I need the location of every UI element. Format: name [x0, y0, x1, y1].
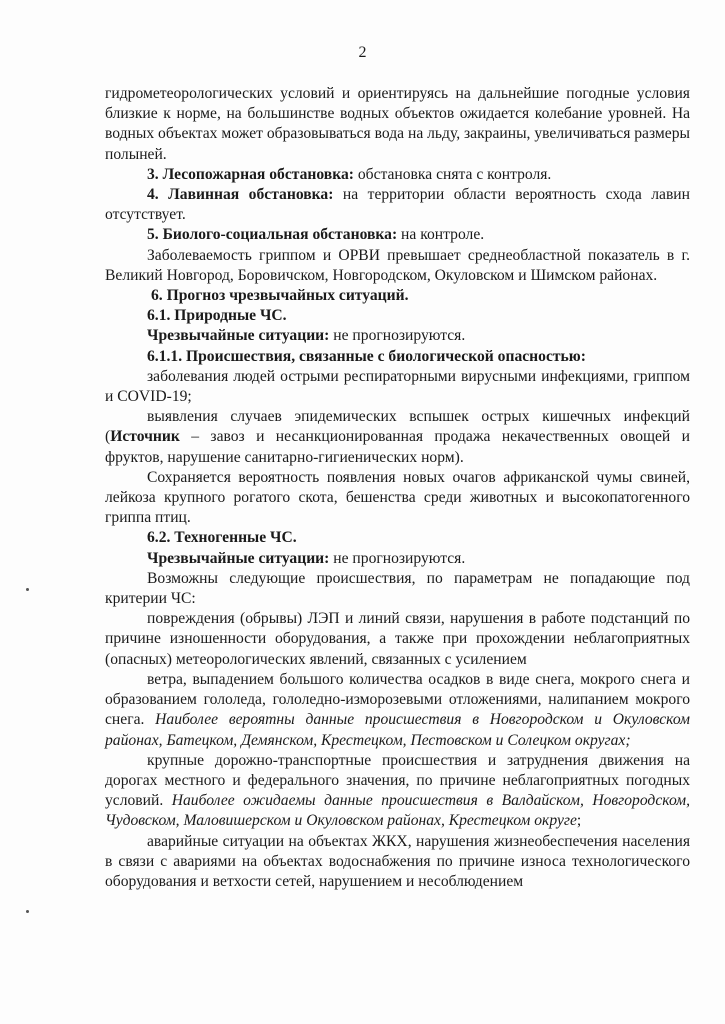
paragraph-natural-emergencies [105, 326, 690, 346]
natural-emergencies-label: Чрезвычайные ситуации: [147, 327, 330, 345]
margin-speck [26, 910, 29, 913]
bio-social-text: на контроле. [397, 226, 485, 244]
avalanche-text: на территории области вероятность схода лавин отсутствует. [105, 186, 690, 224]
paragraph-possible-incidents: Возможны следующие происшествия, по параметрам не попадающие под критерии ЧС: [105, 569, 690, 608]
weather-damage-italic: Наиболее вероятны данные происшествия в Новгородском и Окуловском районах, Батецком, Демянском, Крестецком, Пестовском и Солецком округах; [105, 711, 690, 749]
paragraph-utilities: аварийные ситуации на объектах ЖКХ, нарушения жизнеобеспечения населения в связи с авариями на объектах водоснабжения по причине износа технологического оборудования и ветхости сетей, нарушением и несоблюдением [105, 832, 690, 890]
paragraph-flu-incidence: Заболеваемость гриппом и ОРВИ превышает среднеобластной показатель в г. Великий Новгород, Боровичском, Новгородском, Окуловском и Шимском районах. [105, 246, 690, 284]
paragraph-power-lines: повреждения (обрывы) ЛЭП и линий связи, нарушения в работе подстанций по причине изношенности оборудования, а также при прохождении неблагоприятных (опасных) метеорологических явлений, связанных с усилением [105, 610, 690, 668]
road-accidents-text: крупные дорожно-транспортные происшествия и затруднения движения на дорогах местного и федерального значения, по причине неблагоприятных погодных условий. [105, 751, 690, 810]
paragraph-weather-damage [105, 670, 690, 751]
paragraph-avalanche [105, 185, 690, 225]
heading-forecast [105, 286, 690, 306]
avalanche-label: 4. Лавинная обстановка: [147, 186, 334, 204]
heading-natural-text: 6.1. Природные ЧС. [147, 307, 287, 325]
heading-biological-text: 6.1.1. Происшествия, связанные с биологической опасностью: [147, 347, 586, 365]
paragraph-respiratory: заболевания людей острыми респираторными вирусными инфекциями, гриппом и COVID-19; [105, 367, 690, 406]
paragraph-forest-fire [105, 165, 690, 185]
heading-technogenic-text: 6.2. Техногенные ЧС. [147, 529, 297, 547]
forest-fire-label: 3. Лесопожарная обстановка: [147, 165, 354, 183]
heading-biological [105, 347, 690, 367]
paragraph-road-accidents [105, 751, 690, 832]
weather-damage-text: ветра, выпадением большого количества осадков в виде снега, мокрого снега и образованием гололеда, гололедно-изморозевыми отложениями, налипанием мокрого снега. [105, 670, 690, 729]
heading-forecast-text: 6. Прогноз чрезвычайных ситуаций. [151, 287, 409, 305]
tech-emergencies-label: Чрезвычайные ситуации: [147, 549, 330, 567]
intestinal-start: выявления случаев эпидемических вспышек острых кишечных инфекций ( [105, 408, 690, 446]
paragraph-tech-emergencies [105, 549, 690, 569]
source-label: Источник [110, 428, 180, 446]
paragraph-bio-social [105, 225, 690, 245]
road-accidents-italic: Наиболее ожидаемы данные происшествия в Валдайском, Новгородском, Чудовском, Маловишерском и Окуловском районах, Крестецком округе [105, 792, 690, 830]
paragraph-intestinal [105, 407, 690, 468]
bio-social-label: 5. Биолого-социальная обстановка: [147, 226, 398, 244]
document-body [105, 84, 690, 892]
road-accidents-end: ; [576, 812, 582, 830]
tech-emergencies-text: не прогнозируются. [329, 549, 466, 567]
margin-speck [26, 588, 29, 591]
paragraph-water-conditions: гидрометеорологических условий и ориентируясь на дальнейшие погодные условия близкие к норме, на большинстве водных объектов ожидается колебание уровней. На водных объектах может образовываться вода на льду, закраины, увеличиваться размеры полыней. [105, 85, 690, 163]
natural-emergencies-text: не прогнозируются. [329, 327, 466, 345]
paragraph-animal-diseases: Сохраняется вероятность появления новых очагов африканской чумы свиней, лейкоза крупного рогатого скота, бешенства среди животных и высокопатогенного гриппа птиц. [105, 468, 690, 527]
heading-technogenic [105, 528, 690, 548]
heading-natural [105, 306, 690, 326]
forest-fire-text: обстановка снята с контроля. [353, 165, 552, 183]
intestinal-text: – завоз и несанкционированная продажа некачественных овощей и фруктов, нарушение санитарно-гигиенических норм). [105, 428, 690, 466]
page-number: 2 [358, 44, 367, 61]
